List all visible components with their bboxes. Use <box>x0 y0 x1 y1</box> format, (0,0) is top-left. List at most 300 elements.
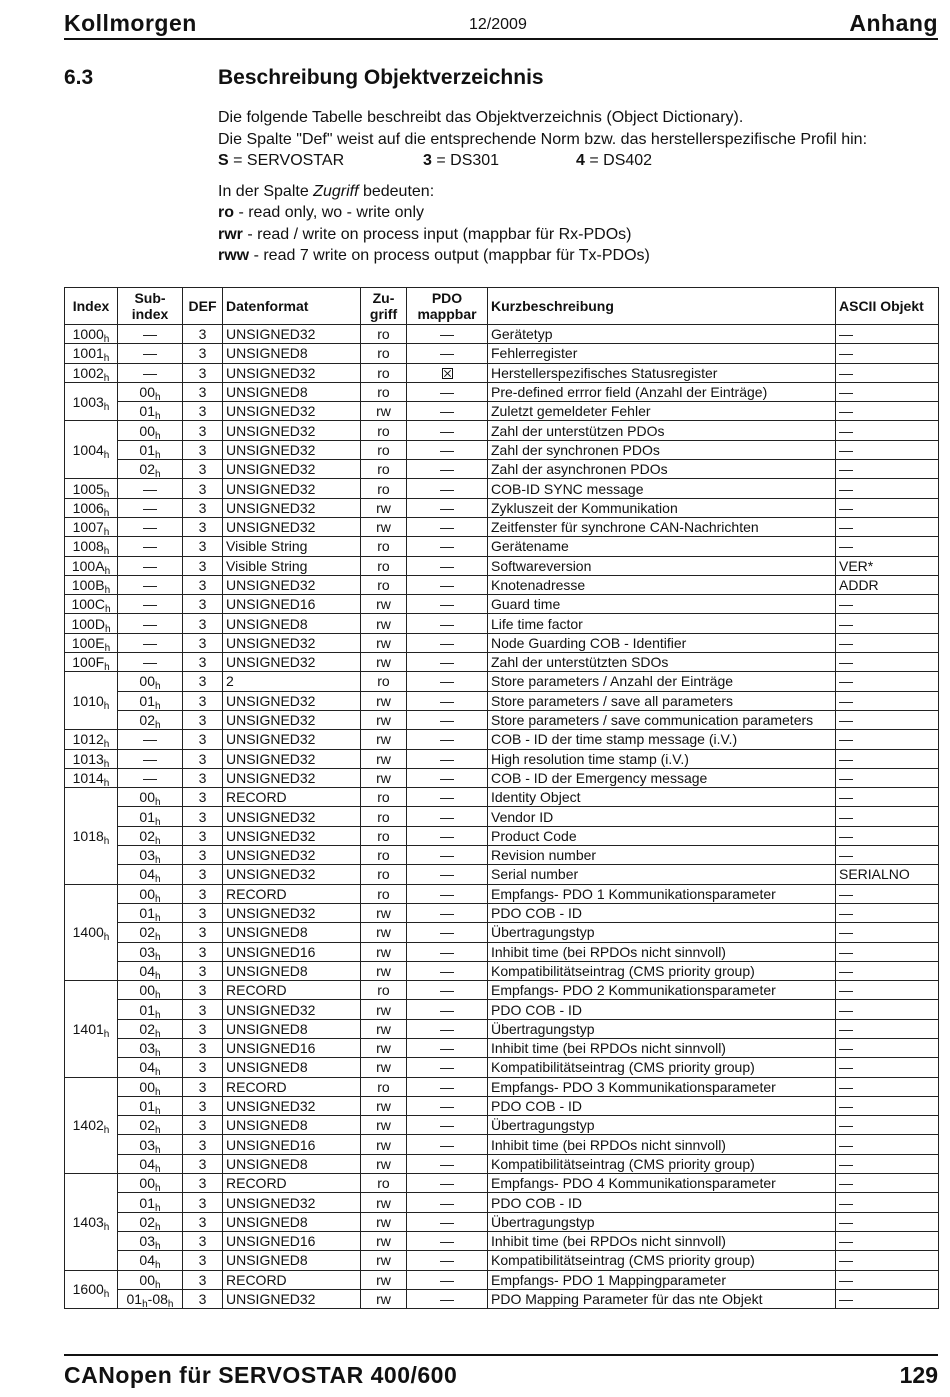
cell-description: Übertragungstyp <box>488 1212 836 1231</box>
table-row <box>65 1251 939 1270</box>
cell-index <box>65 517 118 536</box>
cell-description: Product Code <box>488 826 836 845</box>
cell-access: ro <box>361 382 407 401</box>
cell-index <box>65 749 118 768</box>
cell-description: Empfangs- PDO 2 Kommunikationsparameter <box>488 981 836 1000</box>
cell-pdo: — <box>407 344 488 363</box>
hex-value: 01 <box>139 905 155 922</box>
cell-format: UNSIGNED8 <box>223 344 361 363</box>
cell-description: Kompatibilitätseintrag (CMS priority group) <box>488 961 836 980</box>
dash: — <box>143 577 157 593</box>
cell-access: ro <box>361 1174 407 1193</box>
hex-suffix: h <box>103 1125 110 1137</box>
dash: — <box>143 750 157 767</box>
cell-ascii: — <box>836 846 939 865</box>
hex-value: 02 <box>139 827 155 844</box>
cell-description: Zeitfenster für synchrone CAN-Nachrichten <box>488 517 836 536</box>
cell-subindex <box>118 1077 183 1096</box>
hex-suffix: h <box>155 469 161 479</box>
cell-subindex <box>118 1270 183 1289</box>
cell-ascii: — <box>836 653 939 672</box>
cell-pdo: — <box>407 556 488 575</box>
cell-pdo: — <box>407 981 488 1000</box>
cell-pdo: — <box>407 923 488 942</box>
cell-def: 3 <box>183 440 223 459</box>
cell-def: 3 <box>183 923 223 942</box>
cell-pdo: — <box>407 440 488 459</box>
hex-suffix: h <box>103 507 110 518</box>
cell-description: Zahl der unterstützen PDOs <box>488 421 836 440</box>
cell-description: Inhibit time (bei RPDOs nicht sinnvoll) <box>488 1135 836 1154</box>
table-row <box>65 1289 939 1308</box>
cell-subindex <box>118 730 183 749</box>
table-row <box>65 440 939 459</box>
cell-def: 3 <box>183 1154 223 1173</box>
cell-description: PDO COB - ID <box>488 903 836 922</box>
cell-ascii: — <box>836 1289 939 1308</box>
hex-suffix: h <box>103 372 110 383</box>
col-header-format: Datenformat <box>223 288 361 325</box>
hex-value: 04 <box>139 1155 155 1172</box>
hex-value: 04 <box>139 962 155 979</box>
cell-access: ro <box>361 537 407 556</box>
cell-description: Inhibit time (bei RPDOs nicht sinnvoll) <box>488 1038 836 1057</box>
cell-subindex <box>118 479 183 498</box>
cell-access: rw <box>361 1000 407 1019</box>
cell-format: RECORD <box>223 1174 361 1193</box>
cell-subindex <box>118 1000 183 1019</box>
cell-pdo: — <box>407 807 488 826</box>
cell-subindex <box>118 903 183 922</box>
cell-access: ro <box>361 363 407 382</box>
cell-index <box>65 556 118 575</box>
cell-format: UNSIGNED32 <box>223 517 361 536</box>
hex-value: 1403 <box>72 1213 104 1230</box>
section-title: Beschreibung Objektverzeichnis <box>218 66 544 89</box>
hex-suffix: h <box>155 1009 161 1020</box>
hex-value: 02 <box>139 1213 155 1230</box>
hex-suffix: h <box>103 449 110 461</box>
access-item-rwr: rwr - read / write on process input (mappbar für Rx-PDOs) <box>218 225 632 243</box>
cell-subindex <box>118 556 183 575</box>
cell-format: UNSIGNED32 <box>223 846 361 865</box>
hex-value: 100B <box>71 577 105 593</box>
cell-pdo: — <box>407 479 488 498</box>
cell-description: Life time factor <box>488 614 836 633</box>
cell-index <box>65 788 118 884</box>
cell-def: 3 <box>183 1193 223 1212</box>
cell-index <box>65 479 118 498</box>
cell-index <box>65 325 118 344</box>
cell-access: rw <box>361 1289 407 1308</box>
table-row <box>65 633 939 652</box>
cell-def: 3 <box>183 730 223 749</box>
cell-ascii: — <box>836 1058 939 1077</box>
cell-description: Gerätename <box>488 537 836 556</box>
cell-ascii: — <box>836 1174 939 1193</box>
hex-value: 1007 <box>72 519 104 536</box>
cell-access: rw <box>361 1193 407 1212</box>
cell-def: 3 <box>183 710 223 729</box>
cell-access: rw <box>361 1270 407 1289</box>
cell-def: 3 <box>183 479 223 498</box>
hex-suffix: h <box>103 334 110 344</box>
cell-ascii: — <box>836 710 939 729</box>
cell-ascii: — <box>836 1212 939 1231</box>
cell-format: UNSIGNED32 <box>223 440 361 459</box>
cell-def: 3 <box>183 672 223 691</box>
cell-subindex <box>118 498 183 517</box>
table-row <box>65 768 939 787</box>
cell-ascii: — <box>836 884 939 903</box>
cell-format: Visible String <box>223 556 361 575</box>
hex-value: 01 <box>139 1098 155 1115</box>
col-header-index: Index <box>65 288 118 325</box>
cell-index <box>65 730 118 749</box>
cell-def: 3 <box>183 1019 223 1038</box>
cell-def: 3 <box>183 1135 223 1154</box>
cell-format: UNSIGNED32 <box>223 1289 361 1308</box>
table-row <box>65 749 939 768</box>
hex-value: 1000 <box>72 326 104 343</box>
cell-access: rw <box>361 1019 407 1038</box>
hex-suffix: h <box>104 604 111 614</box>
cell-pdo: — <box>407 1251 488 1270</box>
table-row <box>65 498 939 517</box>
cell-description: Kompatibilitätseintrag (CMS priority group) <box>488 1154 836 1173</box>
cell-pdo: — <box>407 1212 488 1231</box>
table-row <box>65 981 939 1000</box>
cell-format: UNSIGNED8 <box>223 1116 361 1135</box>
cell-index <box>65 633 118 652</box>
table-row <box>65 1193 939 1212</box>
hex-value: 1012 <box>72 731 104 748</box>
cell-def: 3 <box>183 1231 223 1250</box>
hex-value: 08 <box>152 1290 168 1307</box>
cell-pdo: — <box>407 1154 488 1173</box>
hex-value: 02 <box>139 1117 155 1134</box>
cell-def: 3 <box>183 382 223 401</box>
table-row <box>65 1038 939 1057</box>
table-row <box>65 382 939 401</box>
cell-def: 3 <box>183 1000 223 1019</box>
cell-description: Zykluszeit der Kommunikation <box>488 498 836 517</box>
cell-ascii: — <box>836 1135 939 1154</box>
cell-format: UNSIGNED32 <box>223 749 361 768</box>
cell-index <box>65 421 118 479</box>
cell-description: Store parameters / save communication parameters <box>488 710 836 729</box>
hex-value: 1005 <box>72 480 104 497</box>
cell-subindex <box>118 1251 183 1270</box>
cell-ascii: — <box>836 788 939 807</box>
cell-pdo: — <box>407 633 488 652</box>
hex-suffix: h <box>103 1221 110 1233</box>
table-row <box>65 884 939 903</box>
hex-value: 00 <box>139 1271 155 1288</box>
cell-description: Inhibit time (bei RPDOs nicht sinnvoll) <box>488 1231 836 1250</box>
col-header-pdo: PDO mappbar <box>407 288 488 325</box>
cell-ascii: — <box>836 1193 939 1212</box>
hex-value: 00 <box>139 982 155 999</box>
cell-subindex <box>118 575 183 594</box>
cell-ascii: — <box>836 537 939 556</box>
cell-subindex <box>118 826 183 845</box>
cell-description: Zahl der asynchronen PDOs <box>488 460 836 479</box>
table-row <box>65 1096 939 1115</box>
cell-access: ro <box>361 479 407 498</box>
cell-access: rw <box>361 633 407 652</box>
cell-format: UNSIGNED32 <box>223 498 361 517</box>
cell-access: rw <box>361 903 407 922</box>
cell-pdo: — <box>407 1174 488 1193</box>
def-legend <box>218 150 938 172</box>
cell-subindex <box>118 1174 183 1193</box>
hex-suffix: h <box>155 951 161 962</box>
cell-def: 3 <box>183 1058 223 1077</box>
cell-ascii: — <box>836 344 939 363</box>
cell-index <box>65 768 118 787</box>
cell-pdo: — <box>407 575 488 594</box>
cell-index <box>65 595 118 614</box>
cell-format: 2 <box>223 672 361 691</box>
table-row <box>65 942 939 961</box>
page-number: 129 <box>899 1362 938 1388</box>
hex-suffix: h <box>155 411 161 421</box>
cell-pdo: — <box>407 614 488 633</box>
header-section: Anhang <box>849 10 938 36</box>
cell-access: rw <box>361 498 407 517</box>
cell-description: High resolution time stamp (i.V.) <box>488 749 836 768</box>
cell-subindex <box>118 1193 183 1212</box>
dash: — <box>143 364 157 381</box>
hex-value: 01 <box>139 403 155 420</box>
table-row <box>65 672 939 691</box>
cell-pdo: — <box>407 730 488 749</box>
cell-pdo: — <box>407 325 488 344</box>
cell-ascii: VER* <box>836 556 939 575</box>
cell-subindex <box>118 402 183 421</box>
dash: — <box>143 499 157 516</box>
cell-ascii: SERIALNO <box>836 865 939 884</box>
col-header-access: Zu- griff <box>361 288 407 325</box>
hex-value: 01 <box>139 441 155 458</box>
hex-value: 02 <box>139 924 155 941</box>
hex-value: 100C <box>71 596 105 613</box>
hex-value: 1014 <box>72 769 104 786</box>
cell-subindex <box>118 710 183 729</box>
cell-def: 3 <box>183 556 223 575</box>
table-row <box>65 614 939 633</box>
cell-description: PDO COB - ID <box>488 1096 836 1115</box>
cell-def: 3 <box>183 595 223 614</box>
dash: — <box>143 519 157 536</box>
cell-pdo: — <box>407 382 488 401</box>
hex-value: 01 <box>139 808 155 825</box>
cell-access: ro <box>361 325 407 344</box>
access-intro: In der Spalte Zugriff bedeuten: <box>218 182 435 200</box>
cell-pdo: — <box>407 749 488 768</box>
hex-suffix: h <box>103 932 110 944</box>
hex-suffix: h <box>155 1086 161 1097</box>
page-footer <box>64 1354 938 1388</box>
hex-value: 1002 <box>72 364 104 381</box>
cell-pdo: — <box>407 942 488 961</box>
table-row <box>65 691 939 710</box>
hex-suffix: h <box>103 527 110 537</box>
hex-value: 1006 <box>72 499 104 516</box>
cell-access: ro <box>361 440 407 459</box>
table-row <box>65 730 939 749</box>
cell-format: UNSIGNED32 <box>223 402 361 421</box>
table-header-row <box>65 288 939 325</box>
cell-subindex <box>118 846 183 865</box>
cell-index <box>65 1077 118 1173</box>
cell-pdo: — <box>407 672 488 691</box>
cell-ascii: — <box>836 768 939 787</box>
cell-ascii: — <box>836 614 939 633</box>
cell-description: PDO COB - ID <box>488 1193 836 1212</box>
table-row <box>65 826 939 845</box>
dash: — <box>143 731 157 748</box>
cell-format: UNSIGNED32 <box>223 691 361 710</box>
cell-description: Kompatibilitätseintrag (CMS priority group) <box>488 1058 836 1077</box>
cell-access: ro <box>361 865 407 884</box>
cell-description: Übertragungstyp <box>488 1019 836 1038</box>
cell-format: UNSIGNED32 <box>223 710 361 729</box>
cell-ascii: — <box>836 1038 939 1057</box>
cell-access: rw <box>361 1212 407 1231</box>
hex-suffix: h <box>155 835 161 846</box>
hex-value: 1018 <box>72 827 104 844</box>
cell-ascii: — <box>836 691 939 710</box>
cell-subindex <box>118 633 183 652</box>
cell-def: 3 <box>183 1077 223 1096</box>
cell-description: Knotenadresse <box>488 575 836 594</box>
cell-def: 3 <box>183 884 223 903</box>
cell-subindex <box>118 807 183 826</box>
table-row <box>65 344 939 363</box>
hex-value: 1003 <box>72 393 104 410</box>
hex-value: 02 <box>139 461 155 478</box>
cell-def: 3 <box>183 402 223 421</box>
cell-format: UNSIGNED16 <box>223 595 361 614</box>
cell-description: Vendor ID <box>488 807 836 826</box>
hex-value: 03 <box>139 943 155 960</box>
cell-index <box>65 653 118 672</box>
cell-index <box>65 498 118 517</box>
cell-format: UNSIGNED8 <box>223 1251 361 1270</box>
table-row <box>65 807 939 826</box>
cell-ascii: — <box>836 595 939 614</box>
cell-description: Fehlerregister <box>488 344 836 363</box>
cell-access: rw <box>361 710 407 729</box>
hex-suffix: h <box>155 1260 161 1271</box>
cell-ascii: — <box>836 498 939 517</box>
cell-access: rw <box>361 730 407 749</box>
hex-value: 01 <box>126 1290 143 1307</box>
cell-format: UNSIGNED32 <box>223 460 361 479</box>
hex-suffix: h <box>103 739 110 750</box>
cell-def: 3 <box>183 1116 223 1135</box>
dash: — <box>143 615 157 632</box>
hex-value: 03 <box>139 1233 155 1250</box>
checkbox-icon <box>442 368 453 379</box>
cell-access: rw <box>361 768 407 787</box>
hex-value: 00 <box>139 384 155 401</box>
cell-format: UNSIGNED32 <box>223 479 361 498</box>
cell-format: UNSIGNED32 <box>223 768 361 787</box>
hex-suffix: h <box>103 488 110 499</box>
cell-ascii: — <box>836 1270 939 1289</box>
hex-value: 02 <box>139 712 155 729</box>
cell-subindex <box>118 865 183 884</box>
hex-value: 00 <box>139 422 155 439</box>
col-header-description: Kurzbeschreibung <box>488 288 836 325</box>
hex-suffix: h <box>155 913 161 923</box>
cell-ascii: — <box>836 517 939 536</box>
cell-subindex <box>118 923 183 942</box>
cell-pdo: — <box>407 498 488 517</box>
cell-def: 3 <box>183 807 223 826</box>
cell-def: 3 <box>183 1096 223 1115</box>
hex-value: 03 <box>139 847 155 864</box>
cell-def: 3 <box>183 768 223 787</box>
cell-ascii: ADDR <box>836 575 939 594</box>
cell-ascii: — <box>836 402 939 421</box>
hex-value: 02 <box>139 1020 155 1037</box>
cell-pdo: — <box>407 691 488 710</box>
cell-pdo: — <box>407 1231 488 1250</box>
cell-pdo: — <box>407 865 488 884</box>
cell-pdo: — <box>407 1058 488 1077</box>
cell-ascii: — <box>836 460 939 479</box>
cell-format: UNSIGNED32 <box>223 575 361 594</box>
cell-ascii: — <box>836 961 939 980</box>
cell-format: UNSIGNED32 <box>223 730 361 749</box>
table-row <box>65 1000 939 1019</box>
cell-access: rw <box>361 1116 407 1135</box>
cell-pdo: — <box>407 460 488 479</box>
table-row <box>65 1231 939 1250</box>
cell-description: Inhibit time (bei RPDOs nicht sinnvoll) <box>488 942 836 961</box>
cell-format: UNSIGNED32 <box>223 865 361 884</box>
cell-format: UNSIGNED32 <box>223 1000 361 1019</box>
cell-description: Identity Object <box>488 788 836 807</box>
cell-def: 3 <box>183 344 223 363</box>
hex-value: 1400 <box>72 924 104 941</box>
cell-index <box>65 1174 118 1270</box>
cell-ascii: — <box>836 730 939 749</box>
cell-ascii: — <box>836 807 939 826</box>
hex-suffix: h <box>103 777 110 788</box>
cell-def: 3 <box>183 633 223 652</box>
cell-pdo: — <box>407 595 488 614</box>
cell-subindex <box>118 537 183 556</box>
cell-pdo: — <box>407 1000 488 1019</box>
intro-line-2: Die Spalte "Def" weist auf die entsprechende Norm bzw. das herstellerspezifische Profil hin: <box>218 130 868 148</box>
cell-ascii: — <box>836 942 939 961</box>
hex-suffix: h <box>155 855 161 865</box>
cell-format: UNSIGNED32 <box>223 807 361 826</box>
cell-index <box>65 537 118 556</box>
cell-pdo: — <box>407 1019 488 1038</box>
cell-pdo: — <box>407 402 488 421</box>
cell-description: Kompatibilitätseintrag (CMS priority group) <box>488 1251 836 1270</box>
cell-description: Gerätetyp <box>488 325 836 344</box>
cell-ascii: — <box>836 1154 939 1173</box>
cell-access: rw <box>361 653 407 672</box>
footer-title: CANopen für SERVOSTAR 400/600 <box>64 1362 458 1388</box>
